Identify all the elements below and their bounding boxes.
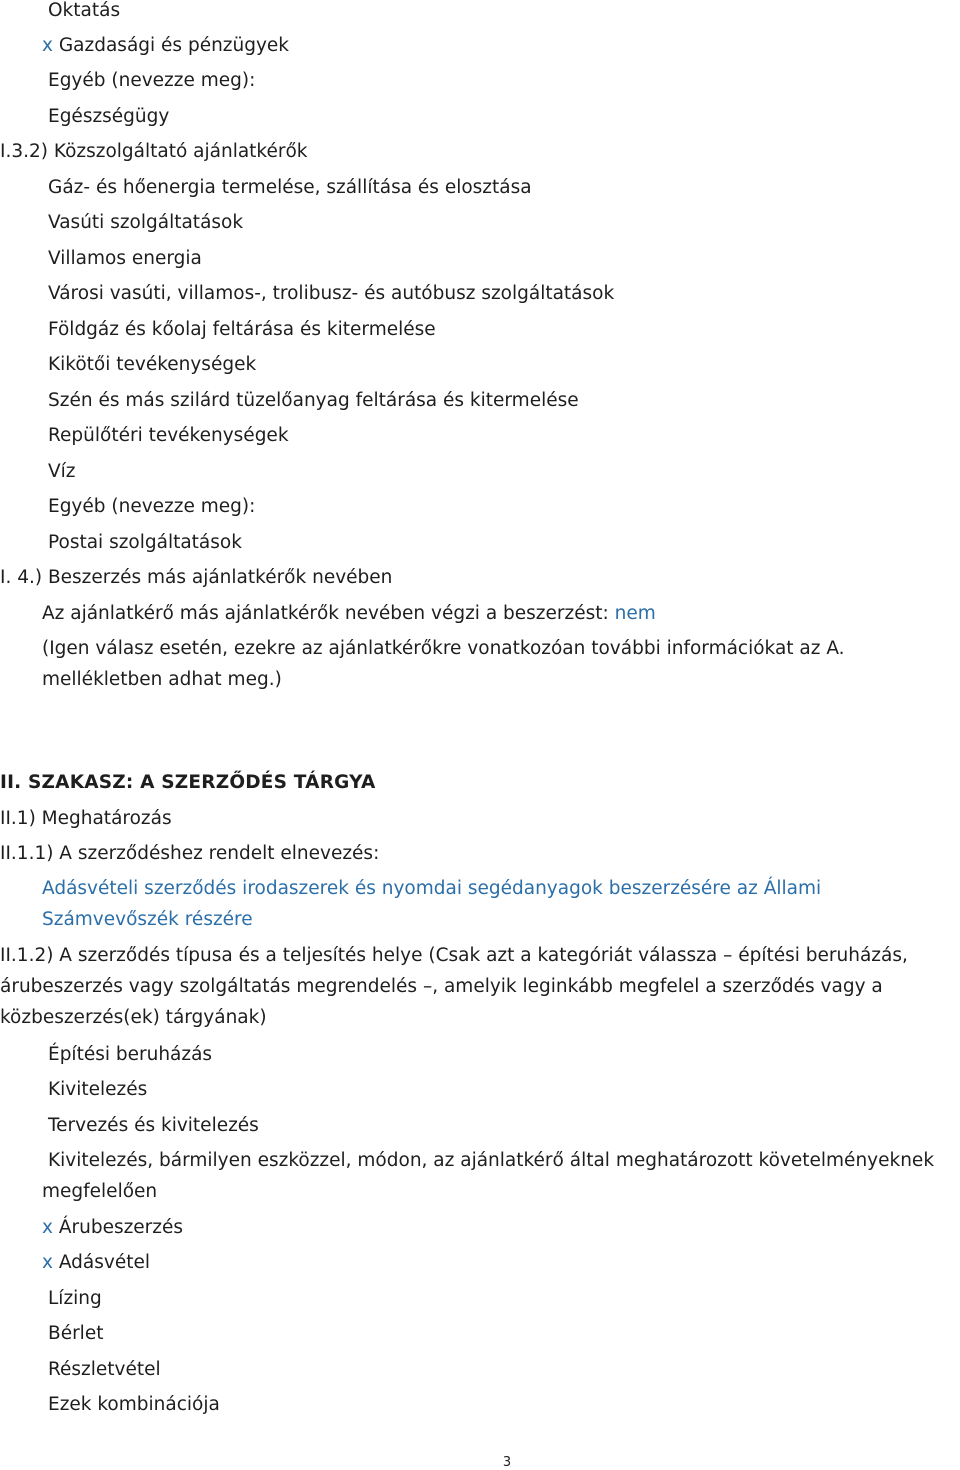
utility-item: Repülőtéri tevékenységek bbox=[48, 425, 289, 446]
utility-item: Földgáz és kőolaj feltárása és kitermelése bbox=[48, 319, 436, 340]
section-2-heading: II. SZAKASZ: A SZERZŐDÉS TÁRGYA bbox=[0, 772, 376, 793]
i4-note: (Igen válasz esetén, ezekre az ajánlatkérőkre vonatkozóan további információkat az A. mellékletben adhat meg.) bbox=[42, 638, 845, 690]
checked-mark: x bbox=[42, 35, 53, 56]
option-egyeb: Egyéb (nevezze meg): bbox=[48, 70, 256, 91]
checked-mark: x bbox=[42, 1217, 53, 1238]
answer-value: nem bbox=[614, 603, 656, 624]
section-i4-title: I. 4.) Beszerzés más ajánlatkérők nevében bbox=[0, 567, 393, 588]
section-ii1-title: II.1) Meghatározás bbox=[0, 808, 172, 829]
type-option: Tervezés és kivitelezés bbox=[48, 1115, 259, 1136]
utility-item: Villamos energia bbox=[48, 248, 202, 269]
option-label: Árubeszerzés bbox=[58, 1217, 184, 1238]
section-ii1-1-title: II.1.1) A szerződéshez rendelt elnevezés: bbox=[0, 843, 380, 864]
utility-item: Szén és más szilárd tüzelőanyag feltárása és kitermelése bbox=[48, 390, 579, 411]
utility-item: Egyéb (nevezze meg): bbox=[48, 496, 256, 517]
option-egeszsegugy: Egészségügy bbox=[48, 106, 170, 127]
type-option: Építési beruházás bbox=[48, 1044, 213, 1065]
utility-item: Városi vasúti, villamos-, trolibusz- és autóbusz szolgáltatások bbox=[48, 283, 615, 304]
utility-item: Gáz- és hőenergia termelése, szállítása és elosztása bbox=[48, 177, 532, 198]
question-text: Az ajánlatkérő más ajánlatkérők nevében végzi a beszerzést: bbox=[42, 603, 609, 624]
type-option: Lízing bbox=[48, 1288, 102, 1309]
type-option-checked bbox=[42, 1217, 183, 1239]
contract-name-value: Adásvételi szerződés irodaszerek és nyomdai segédanyagok beszerzésére az Állami Számvevőszék részére bbox=[42, 878, 822, 930]
type-option: Bérlet bbox=[48, 1323, 104, 1344]
type-option: Részletvétel bbox=[48, 1359, 161, 1380]
page-number: 3 bbox=[502, 1455, 512, 1470]
option-oktatas: Oktatás bbox=[48, 0, 121, 21]
section-ii1-2-text: II.1.2) A szerződés típusa és a teljesítés helye (Csak azt a kategóriát válassza – építési beruházás, árubeszerzés vagy szolgáltatás megrendelés –, amelyik leginkább megfelel a szerződés vagy a közbeszerzés(ek) tárgyának) bbox=[0, 945, 908, 1028]
i4-question bbox=[42, 603, 656, 625]
option-label: Adásvétel bbox=[58, 1252, 150, 1273]
type-option: Ezek kombinációja bbox=[48, 1394, 220, 1415]
utility-item: Postai szolgáltatások bbox=[48, 532, 242, 553]
utility-item: Vasúti szolgáltatások bbox=[48, 212, 244, 233]
option-gazdasagi bbox=[42, 35, 289, 57]
type-option: Kivitelezés, bármilyen eszközzel, módon, az ajánlatkérő által meghatározott követelményeknek megfelelően bbox=[42, 1150, 935, 1202]
type-option-checked bbox=[42, 1252, 150, 1274]
type-option: Kivitelezés bbox=[48, 1079, 148, 1100]
utility-item: Kikötői tevékenységek bbox=[48, 354, 257, 375]
section-i3-2-title: I.3.2) Közszolgáltató ajánlatkérők bbox=[0, 141, 308, 162]
utility-item: Víz bbox=[48, 461, 76, 482]
option-label: Gazdasági és pénzügyek bbox=[58, 35, 290, 56]
checked-mark: x bbox=[42, 1252, 53, 1273]
